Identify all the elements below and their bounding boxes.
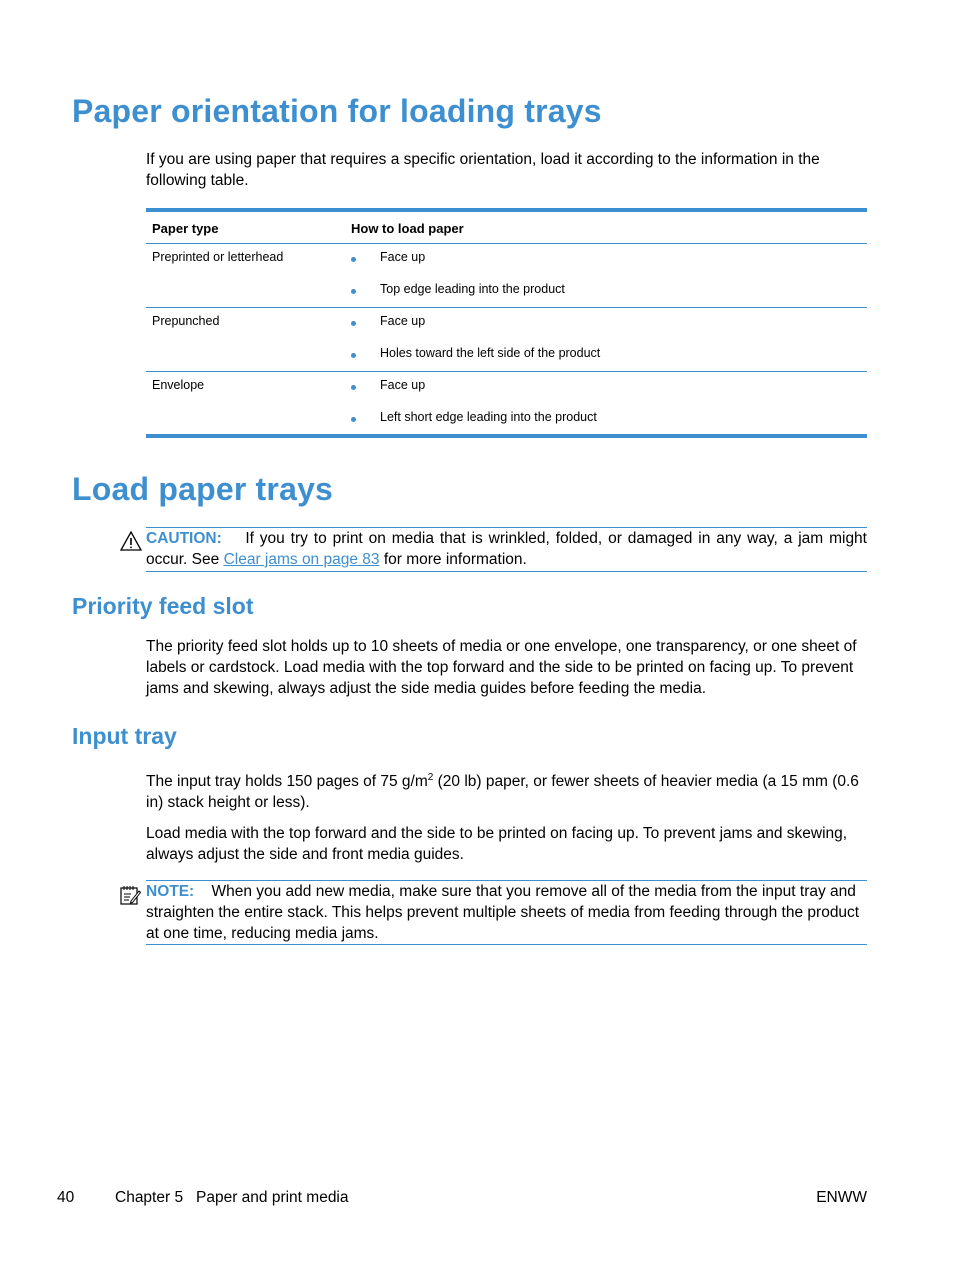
header-paper-type: Paper type [152,221,219,236]
input-tray-capacity: The input tray holds 150 pages of 75 g/m [146,773,428,791]
page-title-orientation: Paper orientation for loading trays [72,93,602,129]
bullet-icon [351,321,356,326]
clear-jams-link[interactable]: Clear jams on page 83 [223,551,380,568]
caution-text: If you try to print on media that is wrinkled, folded, or damaged in any way, a jam might occur. See [146,530,867,568]
caution-text-after: for more information. [383,551,527,568]
bullet-icon [351,257,356,262]
priority-feed-text: The priority feed slot holds up to 10 sheets of media or one envelope, one transparency, or one sheet of labels or cardstock. Load media with the top forward and the side to be printed on facing up. To prevent jams and skewing, always adjust the side media guides before feeding the media. [146,638,857,697]
table-header [146,212,867,244]
bullet-icon [351,385,356,390]
chapter-title: Chapter 5 Paper and print media [115,1189,349,1206]
note-text: When you add new media, make sure that you remove all of the media from the input tray and straighten the entire stack. This helps prevent multiple sheets of media from feeding through the product at one time, reducing media jams. [146,883,860,942]
paper-type-cell: Envelope [152,378,205,392]
orientation-intro: If you are using paper that requires a specific orientation, load it according to the information in the following table. [146,151,820,189]
bullet-icon [351,289,356,294]
note-pad-icon [119,884,141,906]
input-tray-text-2: Load media with the top forward and the side to be printed on facing up. To prevent jams and skewing, always adjust the side and front media guides. [146,825,848,863]
paper-type-cell: Preprinted or letterhead [152,250,284,264]
input-tray-capacity-rest: (20 lb) paper, or fewer sheets of heavier media (a 15 mm (0.6 in) stack height or less). [146,773,859,812]
paper-type-cell: Prepunched [152,314,220,328]
note-label: NOTE: [146,883,195,900]
load-instruction: Top edge leading into the product [380,282,565,296]
footer-right: ENWW [816,1189,867,1206]
page-number: 40 [57,1189,75,1206]
input-tray-text-1 [146,767,866,813]
table-row [146,372,867,434]
caution-notice [146,527,867,572]
table-row [146,244,867,308]
input-tray-heading: Input tray [72,723,177,749]
load-instruction: Left short edge leading into the product [380,410,597,424]
warning-triangle-icon [120,531,142,551]
superscript-2: 2 [427,772,434,783]
table-row [146,308,867,372]
load-instruction: Face up [380,250,426,264]
header-how-to-load: How to load paper [351,221,464,236]
orientation-table [146,208,867,438]
note-notice [146,880,867,945]
bullet-icon [351,417,356,422]
page-title-load-trays: Load paper trays [72,471,334,507]
caution-label: CAUTION: [146,530,222,547]
load-instruction: Face up [380,314,426,328]
load-instruction: Holes toward the left side of the product [380,346,601,360]
load-instruction: Face up [380,378,426,392]
bullet-icon [351,353,356,358]
priority-feed-heading: Priority feed slot [72,593,254,619]
